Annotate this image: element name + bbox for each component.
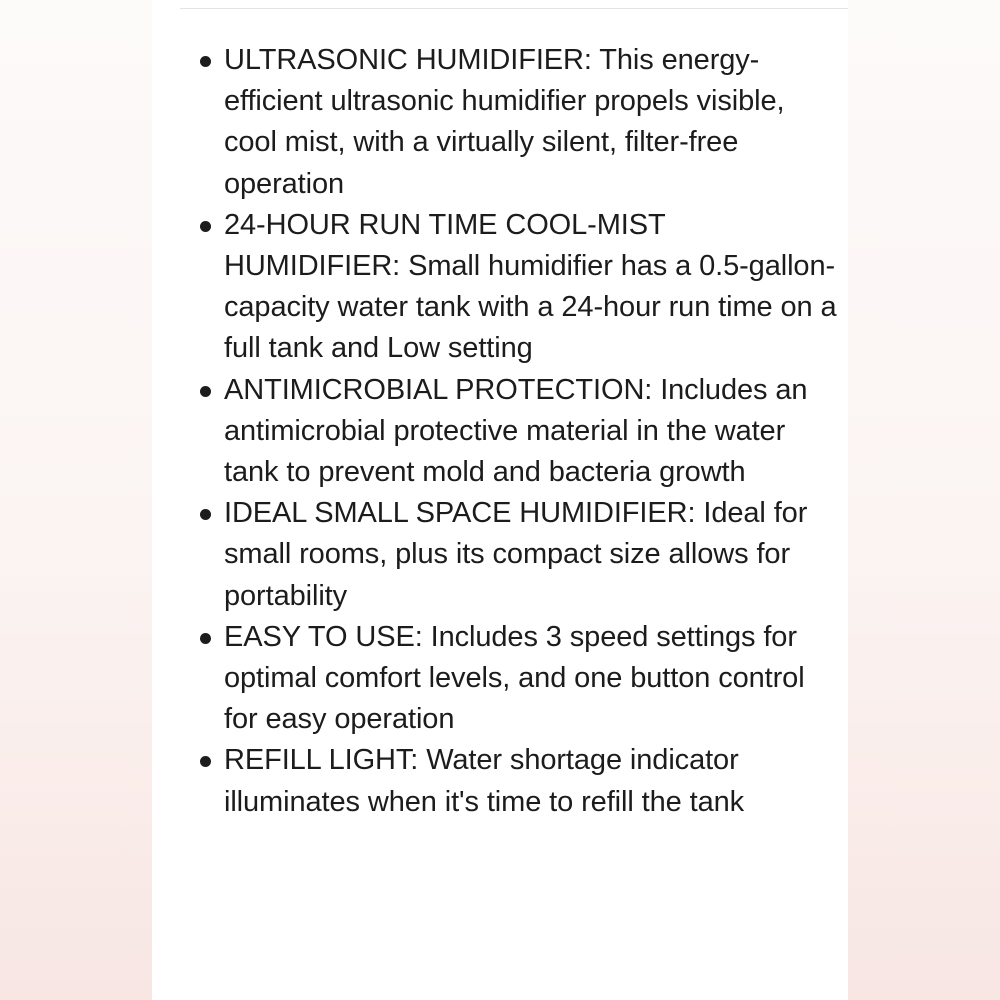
feature-text: 24-HOUR RUN TIME COOL-MIST HUMIDIFIER: Small humidifier has a 0.5-gallon-capacity water tank with a 24-hour run time on a full tank and Low setting — [224, 208, 837, 365]
feature-item-easy-to-use — [197, 617, 837, 741]
right-background-margin — [848, 0, 1000, 1000]
left-background-margin — [0, 0, 152, 1000]
feature-item-antimicrobial — [197, 370, 837, 494]
bullet-icon — [200, 221, 211, 232]
feature-item-small-space — [197, 493, 837, 617]
top-divider — [180, 8, 848, 9]
feature-text: ANTIMICROBIAL PROTECTION: Includes an antimicrobial protective material in the water tank to prevent mold and bacteria growth — [224, 373, 808, 489]
feature-bullet-list — [197, 40, 837, 823]
bullet-icon — [200, 756, 211, 767]
feature-item-run-time — [197, 205, 837, 370]
feature-item-ultrasonic — [197, 40, 837, 205]
product-description-panel — [152, 0, 848, 1000]
bullet-icon — [200, 509, 211, 520]
feature-text: EASY TO USE: Includes 3 speed settings for optimal comfort levels, and one button control for easy operation — [224, 620, 805, 736]
feature-text: ULTRASONIC HUMIDIFIER: This energy-efficient ultrasonic humidifier propels visible, cool mist, with a virtually silent, filter-free operation — [224, 44, 785, 200]
bullet-icon — [200, 56, 211, 67]
feature-item-refill-light — [197, 740, 837, 822]
bullet-icon — [200, 633, 211, 644]
feature-text: REFILL LIGHT: Water shortage indicator illuminates when it's time to refill the tank — [224, 744, 745, 818]
feature-text: IDEAL SMALL SPACE HUMIDIFIER: Ideal for small rooms, plus its compact size allows for portability — [224, 497, 808, 612]
bullet-icon — [200, 386, 211, 397]
